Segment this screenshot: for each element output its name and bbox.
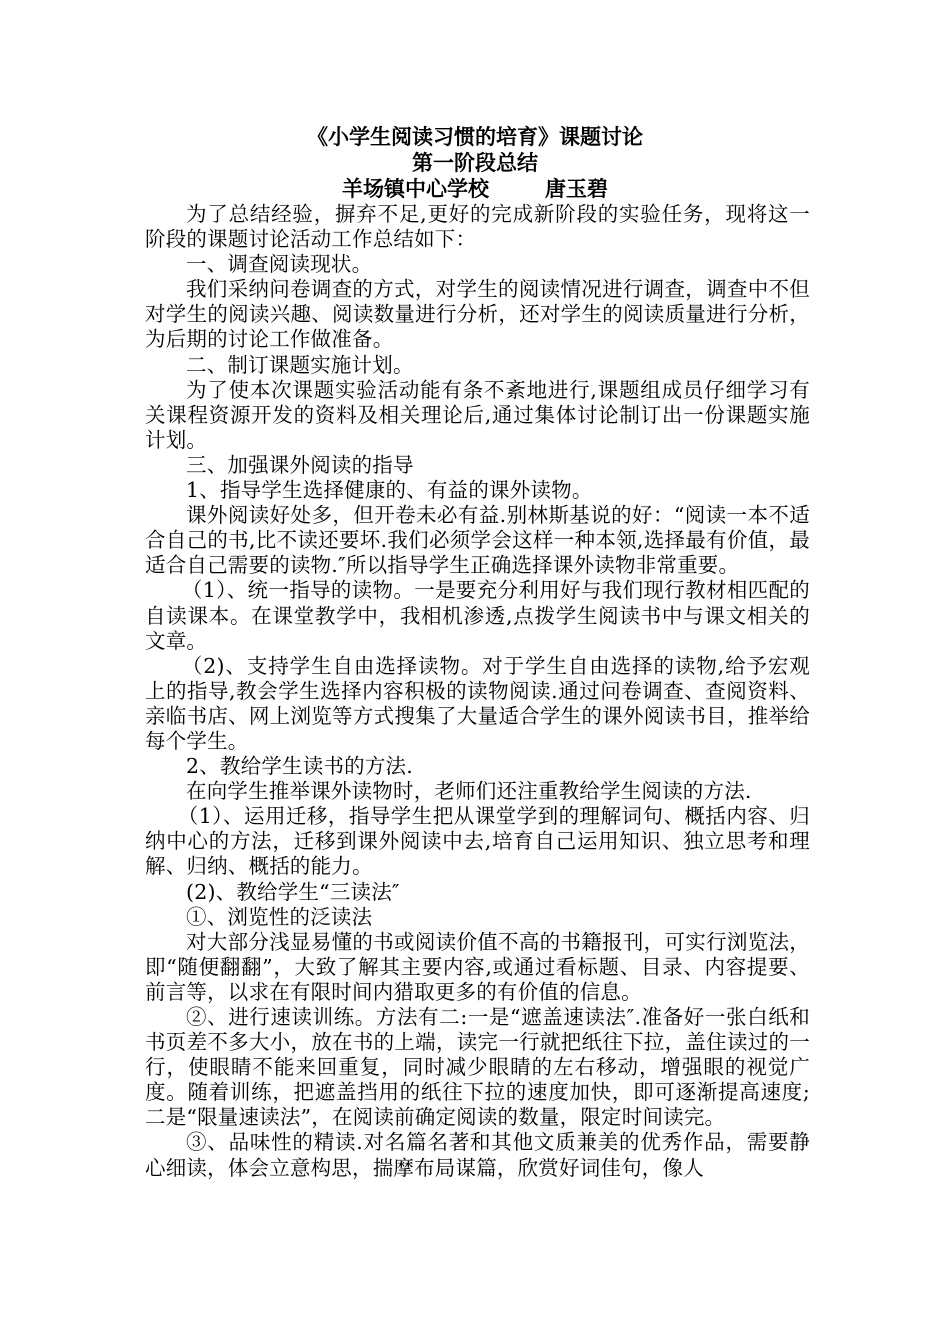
paragraph-intro: 为了总结经验，摒弃不足,更好的完成新阶段的实验任务，现将这一阶段的课题讨论活动工作总结如下： bbox=[145, 202, 810, 252]
subheading-choose-reading: 1、指导学生选择健康的、有益的课外读物。 bbox=[186, 478, 593, 503]
paragraph-choose-reading: 课外阅读好处多，但开卷未必有益.别林斯基说的好：“阅读一本不适合自己的书,比不读还要坏.我们必须学会这样一种本领,选择最有价值，最适合自己需要的读物.″所以指导学生正确选择课外读物非常重要。 bbox=[145, 503, 810, 578]
subheading-reading-methods: 2、教给学生读书的方法. bbox=[186, 754, 413, 779]
subheading-three-methods: (2)、教给学生“三读法″ bbox=[186, 879, 400, 904]
paragraph-skimming: 对大部分浅显易懂的书或阅读价值不高的书籍报刊，可实行浏览法，即“随便翻翻”，大致了解其主要内容,或通过看标题、目录、内容提要、前言等，以求在有限时间内猎取更多的有价值的信息。 bbox=[145, 929, 810, 1004]
section-heading-guidance: 三、加强课外阅读的指导 bbox=[186, 452, 414, 477]
section-heading-survey: 一、调查阅读现状。 bbox=[186, 252, 373, 277]
paragraph-methods-intro: 在向学生推举课外读物时，老师们还注重教给学生阅读的方法. bbox=[186, 779, 752, 804]
document-body bbox=[145, 202, 810, 1181]
author-name: 唐玉碧 bbox=[545, 177, 608, 201]
subheading-skimming: ①、浏览性的泛读法 bbox=[186, 904, 373, 929]
paragraph-speed-reading: ②、进行速读训练。方法有二:一是“遮盖速读法″.准备好一张白纸和书页差不多大小，放在书的上端，读完一行就把纸往下拉，盖住读过的一行，使眼睛不能来回重复，同时减少眼睛的左右移动，增强眼的视觉广度。随着训练，把遮盖挡用的纸往下拉的速度加快，即可逐渐提高速度;二是“限量速读法”，在阅读前确定阅读的数量，限定时间读完。 bbox=[145, 1005, 810, 1130]
paragraph-plan: 为了使本次课题实验活动能有条不紊地进行,课题组成员仔细学习有关课程资源开发的资料及相关理论后,通过集体讨论制订出一份课题实施计划。 bbox=[145, 377, 810, 452]
document-subtitle: 第一阶段总结 bbox=[412, 151, 538, 175]
paragraph-transfer: （1）、运用迁移，指导学生把从课堂学到的理解词句、概括内容、归纳中心的方法，迁移到课外阅读中去,培育自己运用知识、独立思考和理解、归纳、概括的能力。 bbox=[145, 804, 810, 879]
section-heading-plan: 二、制订课题实施计划。 bbox=[186, 352, 414, 377]
author-line bbox=[145, 176, 805, 202]
document-title: 《小学生阅读习惯的培育》课题讨论 bbox=[307, 125, 643, 149]
paragraph-free-choice: （2)、支持学生自由选择读物。对于学生自由选择的读物,给予宏观上的指导,教会学生选择内容积极的读物阅读.通过问卷调查、查阅资料、亲临书店、网上浏览等方式搜集了大量适合学生的课外阅读书目，推举给每个学生。 bbox=[145, 653, 810, 753]
school-name: 羊场镇中心学校 bbox=[342, 177, 489, 201]
paragraph-unified-reading: （1）、统一指导的读物。一是要充分利用好与我们现行教材相匹配的自读课本。在课堂教学中，我相机渗透,点拨学生阅读书中与课文相关的文章。 bbox=[145, 578, 810, 653]
paragraph-survey: 我们采纳问卷调查的方式，对学生的阅读情况进行调查，调查中不但对学生的阅读兴趣、阅读数量进行分析，还对学生的阅读质量进行分析，为后期的讨论工作做准备。 bbox=[145, 277, 810, 352]
paragraph-close-reading: ③、品味性的精读.对名篇名著和其他文质兼美的优秀作品，需要静心细读，体会立意构思，揣摩布局谋篇，欣赏好词佳句，像人 bbox=[145, 1130, 810, 1180]
document-header bbox=[145, 124, 805, 202]
